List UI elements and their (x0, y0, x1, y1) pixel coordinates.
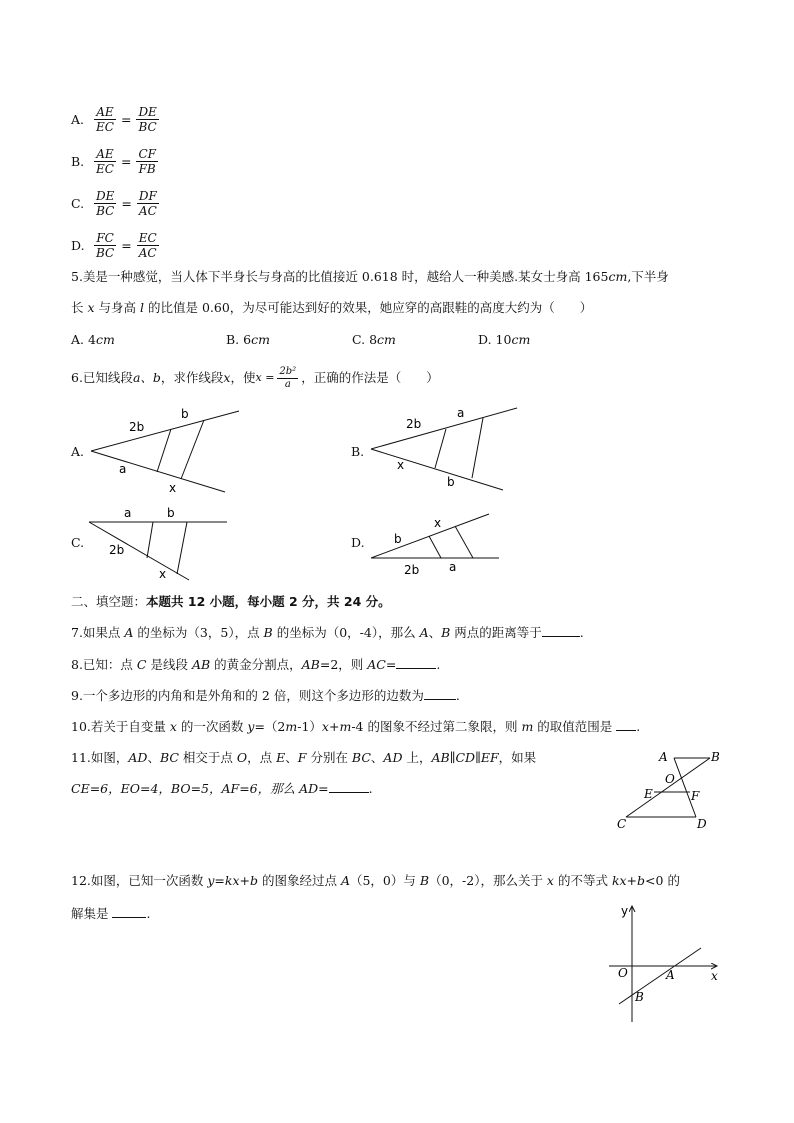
point-B: B (711, 750, 720, 764)
fraction-rhs (136, 105, 158, 134)
q10-text: 的一次函数 (176, 719, 248, 734)
q8-text: 是线段 (146, 657, 192, 672)
q5-text: 的比值是 0.60，为尽可能达到好的效果，她应穿的高跟鞋的高度大约为（ ） (144, 300, 593, 315)
point-A: A (666, 968, 675, 982)
option-label: D. (71, 237, 85, 253)
q5-text: 5.美是一种感觉，当人体下半身长与身高的比值接近 0.618 时，越给人一种美感.某女士身高 165 (71, 269, 609, 284)
parallel-statement: AB∥CD∥EF (431, 750, 499, 765)
denominator: FB (138, 161, 156, 176)
label-b: b (394, 532, 402, 546)
q7-text: 7.如果点 (71, 625, 125, 640)
fraction-lhs (94, 189, 116, 218)
point-O: O (665, 772, 675, 786)
label-x: x (434, 516, 442, 530)
point-label: A (124, 625, 134, 640)
option-label: A. (71, 111, 85, 127)
q11-text: 、 (147, 750, 160, 765)
label-x: x (397, 458, 405, 472)
answer-blank[interactable] (424, 687, 456, 700)
option-label: C. 8 (352, 332, 378, 347)
point-label: C (136, 657, 147, 672)
section-heading: 二、填空题： (71, 594, 147, 609)
q12-text: 的不等式 (553, 873, 612, 888)
denominator: BC (138, 119, 157, 134)
q5-option-a (71, 331, 115, 349)
axis-x-label: x (711, 969, 718, 983)
variable: l (140, 300, 144, 315)
option-label: A. (71, 444, 85, 459)
label-a: a (449, 560, 457, 574)
label-2b: 2b (109, 543, 125, 557)
section-description: 本题共 12 小题，每小题 2 分，共 24 分。 (146, 594, 391, 609)
q5-text: 与身高 (94, 300, 140, 315)
q7-text: . (579, 625, 584, 640)
inequality: kx+b (611, 873, 646, 888)
q8-text: 8.已知：点 (71, 657, 137, 672)
q10-text: + (328, 719, 340, 734)
q10-text: 10.若关于自变量 (71, 719, 170, 734)
segment-label: AC (367, 657, 386, 672)
q10 (71, 718, 640, 736)
q11-figure (610, 748, 730, 838)
q6-diagram-a (89, 405, 269, 500)
denominator: a (284, 378, 291, 390)
q11-text: 上， (402, 750, 432, 765)
unit: cm (251, 332, 270, 347)
q6-text: ，求作线段 (160, 370, 224, 385)
q12-text: （5，0）与 (349, 873, 420, 888)
q8-text: = (385, 657, 397, 672)
numerator: EC (138, 230, 157, 245)
numerator: FC (96, 230, 114, 245)
q12-text: <0 的 (645, 873, 680, 888)
segment-label: BC (351, 750, 371, 765)
point-F: F (691, 789, 700, 803)
numerator: DE (96, 188, 115, 203)
q9 (71, 687, 460, 705)
numerator: 2b² (279, 365, 297, 377)
label-2b: 2b (129, 420, 145, 434)
answer-blank[interactable] (542, 624, 580, 637)
variable: x (321, 719, 329, 734)
function: y=kx+b (207, 873, 258, 888)
q11-text: 相交于点 (178, 750, 237, 765)
equals-sign: = (120, 111, 132, 127)
unit: cm (95, 332, 115, 347)
label-2b: 2b (404, 563, 420, 577)
numerator: AE (96, 104, 114, 119)
label-a: a (124, 506, 132, 520)
q11-line-1 (71, 749, 536, 767)
unit: cm (511, 332, 531, 347)
point-label: A (340, 873, 350, 888)
equals-sign: = (121, 195, 132, 211)
label-2b: 2b (406, 417, 422, 431)
variable: y (247, 719, 255, 734)
denominator: AC (138, 245, 157, 260)
q8-text: . (436, 657, 441, 672)
option-label: B. (351, 444, 365, 459)
label-b: b (181, 407, 189, 421)
denominator: BC (96, 203, 115, 218)
q6-text: 6.已知线段 (71, 370, 133, 385)
point-label: O (236, 750, 248, 765)
denominator: BC (96, 245, 115, 260)
variable: x (223, 370, 231, 385)
q12-figure (605, 900, 725, 1025)
fraction-rhs (136, 147, 158, 176)
q9-text: 9.一个多边形的内角和是外角和的 2 倍，则这个多边形的边数为 (71, 688, 424, 703)
q6-text: ，正确的作法是（ ） (301, 370, 439, 385)
numerator: DF (138, 188, 157, 203)
q4-options (71, 98, 162, 266)
option-label: D. (351, 535, 365, 550)
label-a: a (119, 462, 127, 476)
equals-sign: = (121, 237, 132, 253)
segment-label: AD (128, 750, 148, 765)
q7 (71, 624, 584, 642)
q12-text: 解集是 (71, 906, 113, 921)
q7-text: 、 (428, 625, 442, 640)
q11-text: 分别在 (306, 750, 352, 765)
q5-line-2 (71, 299, 592, 317)
option-label: A. 4 (71, 332, 96, 347)
option-label: C. (71, 195, 85, 211)
q4-option-a (71, 98, 162, 140)
q11-text: . (368, 781, 373, 796)
segment-label: AB (191, 657, 211, 672)
q9-text: . (455, 688, 460, 703)
option-label: B. (71, 153, 85, 169)
variable: x (87, 300, 95, 315)
fraction-lhs (94, 147, 116, 176)
numerator: AE (96, 146, 114, 161)
label-b: b (167, 506, 175, 520)
q12-text: 12.如图，已知一次函数 (71, 873, 208, 888)
axis-y-label: y (621, 904, 629, 918)
q8-text: 的黄金分割点， (210, 657, 302, 672)
point-E: E (644, 787, 653, 801)
fraction-rhs (137, 231, 159, 260)
q10-text: -1） (297, 719, 322, 734)
q4-option-d (71, 224, 162, 266)
q11-text: 11.如图， (71, 750, 129, 765)
variable: m (339, 719, 352, 734)
numerator: CF (138, 146, 156, 161)
q5-option-d (478, 331, 530, 349)
unit: cm (608, 269, 628, 284)
label-x: x (159, 567, 167, 581)
section-2-title (71, 593, 391, 611)
denominator: EC (96, 161, 114, 176)
variable: m (285, 719, 298, 734)
variable: m (521, 719, 534, 734)
q11-text: 、 (370, 750, 384, 765)
numerator: DE (138, 104, 157, 119)
q6-text: ，使 (230, 370, 256, 385)
q11-text: 、 (285, 750, 298, 765)
variable: x (169, 719, 177, 734)
q7-text: 的坐标为（0，-4），那么 (272, 625, 420, 640)
q5-option-c (352, 331, 396, 349)
point-A: A (659, 750, 668, 764)
answer-blank[interactable] (616, 718, 636, 731)
point-label: B (419, 873, 430, 888)
point-D: D (697, 817, 707, 831)
q4-option-c (71, 182, 162, 224)
q10-text: -4 的图象不经过第二象限，则 (351, 719, 522, 734)
option-label: B. 6 (226, 332, 252, 347)
q7-text: 两点的距离等于 (450, 625, 542, 640)
point-label: B (263, 625, 273, 640)
unit: cm (377, 332, 396, 347)
fraction-rhs (137, 189, 159, 218)
label-b: b (447, 475, 455, 489)
q12-line-2 (71, 905, 150, 923)
segment-label: BC (159, 750, 179, 765)
point-C: C (617, 817, 627, 831)
formula-fraction (277, 366, 298, 391)
formula-lhs: x = (255, 371, 275, 384)
q6-diagram-b (369, 405, 549, 500)
q6-diagram-d (369, 510, 529, 580)
option-label: C. (71, 535, 85, 550)
q11-text: ，如果 (498, 750, 537, 765)
fraction-lhs (94, 105, 116, 134)
q8 (71, 656, 440, 674)
q11-text: ，点 (247, 750, 277, 765)
q12-text: 的图象经过点 (258, 873, 341, 888)
answer-blank[interactable] (112, 905, 146, 918)
q10-text: 的取值范围是 (533, 719, 617, 734)
q5-line-1 (71, 268, 669, 286)
answer-blank[interactable] (329, 780, 369, 793)
q11-line-2 (71, 780, 373, 798)
point-B: B (635, 990, 644, 1004)
origin-label: O (618, 966, 628, 980)
equals-sign: = (120, 153, 132, 169)
q6-question (71, 362, 439, 394)
q12-text: . (146, 906, 151, 921)
variable: x (546, 873, 554, 888)
point-label: E (276, 750, 286, 765)
point-label: F (297, 750, 307, 765)
segment-label: AB (301, 657, 320, 672)
segment-label: AD (383, 750, 403, 765)
q5-text: 长 (71, 300, 88, 315)
q7-text: 的坐标为（3，5），点 (133, 625, 264, 640)
q10-text: =（2 (254, 719, 286, 734)
q12-line-1 (71, 872, 680, 890)
q6-diagram-c (87, 502, 247, 582)
label-a: a (457, 406, 465, 420)
fraction-lhs (94, 231, 116, 260)
point-label: B (441, 625, 451, 640)
denominator: AC (138, 203, 157, 218)
q5-text: ,下半身 (627, 269, 669, 284)
label-x: x (169, 481, 177, 495)
answer-blank[interactable] (396, 656, 436, 669)
point-label: A (419, 625, 429, 640)
q10-text: . (636, 719, 641, 734)
option-label: D. 10 (478, 332, 512, 347)
variables: a、b (132, 370, 161, 385)
denominator: EC (96, 119, 114, 134)
q4-option-b (71, 140, 162, 182)
q11-text: CE=6，EO=4，BO=5，AF=6，那么 AD= (71, 781, 329, 796)
q5-option-b (226, 331, 270, 349)
q12-text: （0，-2），那么关于 (429, 873, 547, 888)
q8-text: =2，则 (319, 657, 368, 672)
